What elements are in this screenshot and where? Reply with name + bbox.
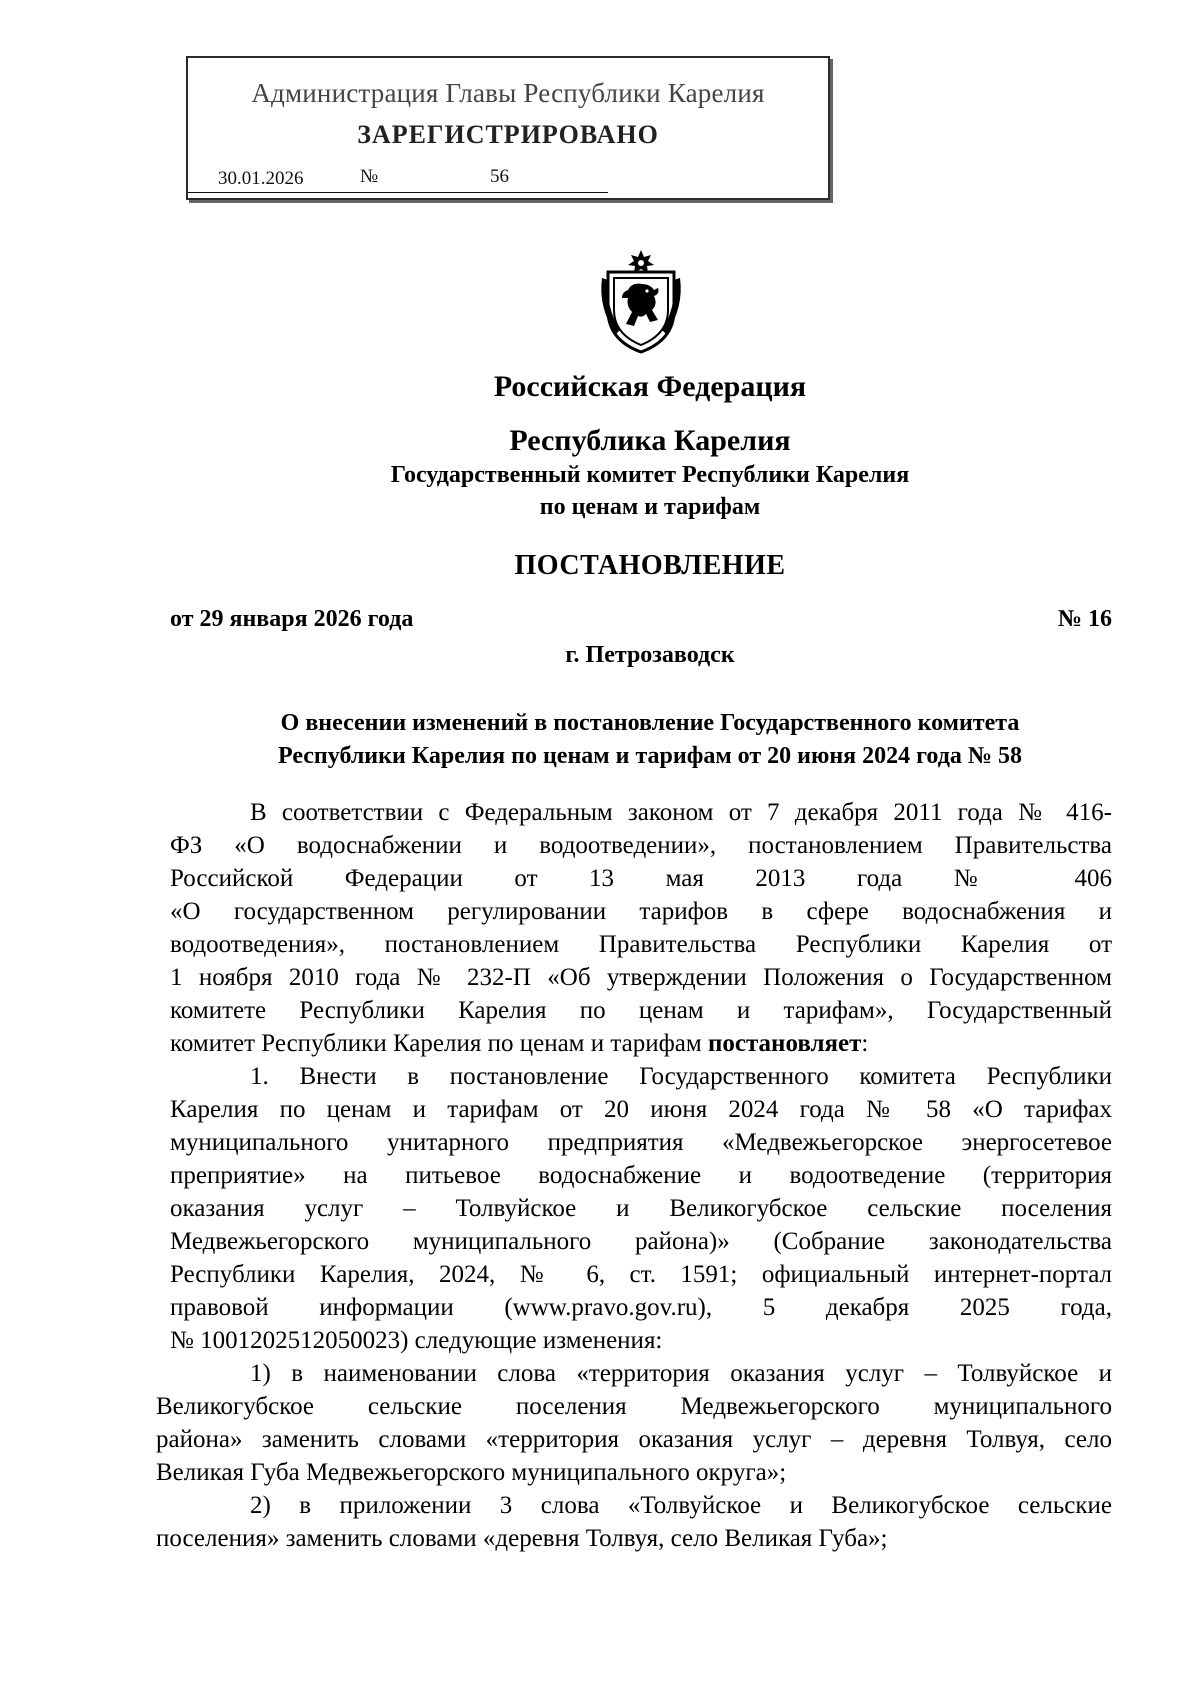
registration-stamp xyxy=(186,56,830,200)
subitem-1-line: Великогубское сельские поселения Медвежьегорского муниципального xyxy=(156,1393,1112,1420)
header-republic: Республика Карелия xyxy=(509,424,791,457)
document-title-line1: О внесении изменений в постановление Государственного комитета xyxy=(280,710,1020,736)
preamble-line: В соответствии с Федеральным законом от 7 декабря 2011 года № 416- xyxy=(250,799,1112,826)
item-1-line: Карелия по ценам и тарифам от 20 июня 2024 года № 58 «О тарифах xyxy=(170,1096,1112,1123)
item-1-line: правовой информации (www.pravo.gov.ru), 5 декабря 2025 года, xyxy=(170,1294,1112,1321)
stamp-date: 30.01.2026 xyxy=(218,168,304,189)
preamble-line: комитете Республики Карелия по ценам и тарифам», Государственный xyxy=(170,997,1112,1024)
preamble-colon: : xyxy=(861,1030,869,1057)
subitem-1-line: 1) в наименовании слова «территория оказания услуг – Толвуйское и xyxy=(250,1360,1112,1387)
preamble-line: 1 ноября 2010 года № 232-П «Об утверждении Положения о Государственном xyxy=(170,964,1112,991)
document-title-line2: Республики Карелия по ценам и тарифам от 20 июня 2024 года № 58 xyxy=(277,743,1022,769)
preamble-line: Российской Федерации от 13 мая 2013 года № 406 xyxy=(170,865,1112,892)
item-1-line: преприятие» на питьевое водоснабжение и водоотведение (территория xyxy=(170,1162,1112,1189)
document-date: от 29 января 2026 года xyxy=(170,606,414,632)
item-1-line: Республики Карелия, 2024, № 6, ст. 1591; официальный интернет-портал xyxy=(170,1261,1112,1288)
item-1-line: Медвежьегорского муниципального района)» (Собрание законодательства xyxy=(170,1228,1112,1255)
stamp-number: 56 xyxy=(490,166,509,187)
stamp-status: ЗАРЕГИСТРИРОВАНО xyxy=(357,120,659,149)
karelia-coat-of-arms-icon xyxy=(598,248,684,354)
document-type: ПОСТАНОВЛЕНИЕ xyxy=(514,550,786,581)
subitem-1-line: района» заменить словами «территория оказания услуг – деревня Толвуя, село xyxy=(156,1426,1112,1453)
item-1-line: 1. Внести в постановление Государственного комитета Республики xyxy=(250,1063,1112,1090)
document-city: г. Петрозаводск xyxy=(565,642,735,668)
stamp-underline xyxy=(188,192,608,193)
preamble-last-line xyxy=(170,1027,1112,1060)
preamble-paragraph xyxy=(170,796,1112,1060)
item-1-line: оказания услуг – Толвуйское и Великогубское сельские поселения xyxy=(170,1195,1112,1222)
header-committee-line1: Государственный комитет Республики Карелия xyxy=(390,462,910,488)
stamp-number-label: № xyxy=(360,166,379,187)
preamble-text: комитет Республики Карелия по ценам и тарифам xyxy=(170,1030,702,1057)
header-committee-line2: по ценам и тарифам xyxy=(539,494,761,520)
item-1-paragraph xyxy=(170,1060,1112,1357)
stamp-organization: Администрация Главы Республики Карелия xyxy=(251,78,765,108)
subitem-2-last-line: поселения» заменить словами «деревня Толвуя, село Великая Губа»; xyxy=(156,1525,888,1552)
subitem-2-line: 2) в приложении 3 слова «Толвуйское и Великогубское сельские xyxy=(250,1492,1112,1519)
preamble-verb: постановляет xyxy=(707,1030,862,1057)
item-1-line: муниципального унитарного предприятия «Медвежьегорское энергосетевое xyxy=(170,1129,1112,1156)
subitem-2-paragraph xyxy=(156,1489,1112,1555)
preamble-line: ФЗ «О водоснабжении и водоотведении», постановлением Правительства xyxy=(170,832,1112,859)
subitem-1-last-line: Великая Губа Медвежьегорского муниципального округа»; xyxy=(156,1459,787,1486)
preamble-line: водоотведения», постановлением Правительства Республики Карелия от xyxy=(170,931,1112,958)
preamble-line: «О государственном регулировании тарифов в сфере водоснабжения и xyxy=(170,898,1112,925)
document-number: № 16 xyxy=(1057,606,1112,632)
header-country: Российская Федерация xyxy=(493,370,807,403)
subitem-1-paragraph xyxy=(156,1357,1112,1489)
item-1-last-line: № 1001202512050023) следующие изменения: xyxy=(170,1327,663,1354)
